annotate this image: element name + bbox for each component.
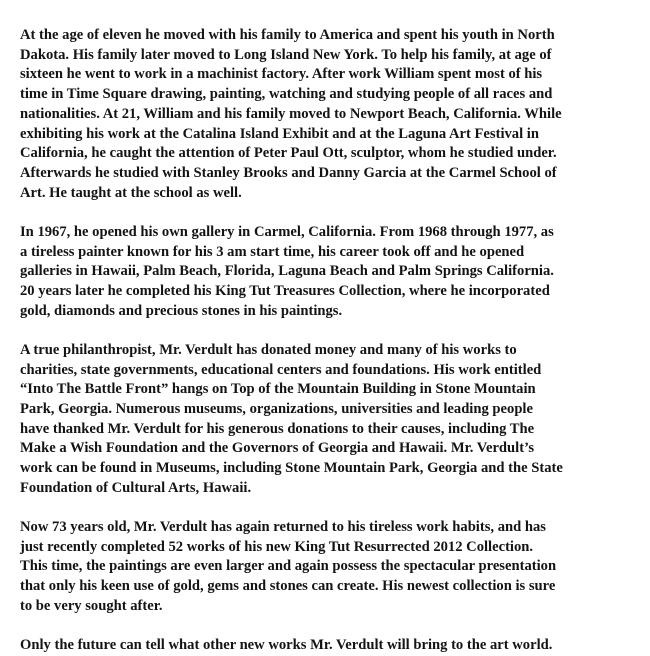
text-line: galleries in Hawaii, Palm Beach, Florida, Laguna Beach and Palm Springs California. xyxy=(20,263,554,280)
text-line: exhibiting his work at the Catalina Island Exhibit and at the Laguna Art Festival in xyxy=(20,125,539,142)
text-line: a tireless painter known for his 3 am start time, his career took off and he opened xyxy=(20,243,525,260)
text-line: Dakota. His family later moved to Long Island New York. To help his family, at age of xyxy=(20,46,552,63)
text-line: Now 73 years old, Mr. Verdult has again returned to his tireless work habits, and has xyxy=(20,518,546,535)
text-line: time in Time Square drawing, painting, watching and studying people of all races and xyxy=(20,86,553,103)
text-line: nationalities. At 21, William and his family moved to Newport Beach, California. While xyxy=(20,105,562,122)
text-line: that only his keen use of gold, gems and stones can create. His newest collection is sure xyxy=(20,578,556,595)
text-line: Make a Wish Foundation and the Governors of Georgia and Hawaii. Mr. Verdult’s xyxy=(20,440,535,457)
paragraph-early-life xyxy=(20,26,642,203)
text-line: This time, the paintings are even larger and again possess the spectacular presentation xyxy=(20,558,557,575)
text-line: Afterwards he studied with Stanley Brooks and Danny Garcia at the Carmel School of xyxy=(20,164,557,181)
text-line: just recently completed 52 works of his new King Tut Resurrected 2012 Collection. xyxy=(20,538,534,555)
text-line: sixteen he went to work in a machinist factory. After work William spent most of his xyxy=(20,66,543,83)
text-line: gold, diamonds and precious stones in his paintings. xyxy=(20,302,343,319)
text-line: charities, state governments, educational centers and foundations. His work entitled xyxy=(20,361,542,378)
text-line: 20 years later he completed his King Tut Treasures Collection, where he incorporated xyxy=(20,282,550,299)
text-line: In 1967, he opened his own gallery in Carmel, California. From 1968 through 1977, as xyxy=(20,223,554,240)
paragraph-philanthropy xyxy=(20,341,642,499)
text-line: “Into The Battle Front” hangs on Top of the Mountain Building in Stone Mountain xyxy=(20,381,536,398)
biography-text xyxy=(20,26,642,656)
text-line: work can be found in Museums, including Stone Mountain Park, Georgia and the State xyxy=(20,460,563,477)
text-line: Foundation of Cultural Arts, Hawaii. xyxy=(20,479,252,496)
text-line: to be very sought after. xyxy=(20,597,163,614)
text-line: have thanked Mr. Verdult for his generous donations to their causes, including The xyxy=(20,420,535,437)
text-line: Only the future can tell what other new works Mr. Verdult will bring to the art world. xyxy=(20,636,553,653)
text-line: California, he caught the attention of Peter Paul Ott, sculptor, whom he studied under. xyxy=(20,145,557,162)
text-line: A true philanthropist, Mr. Verdult has donated money and many of his works to xyxy=(20,341,517,358)
paragraph-recent-work xyxy=(20,518,642,617)
paragraph-closing xyxy=(20,636,642,656)
text-line: Park, Georgia. Numerous museums, organizations, universities and leading people xyxy=(20,400,533,417)
text-line: Art. He taught at the school as well. xyxy=(20,184,242,201)
text-line: At the age of eleven he moved with his family to America and spent his youth in North xyxy=(20,27,555,43)
paragraph-galleries xyxy=(20,223,642,322)
